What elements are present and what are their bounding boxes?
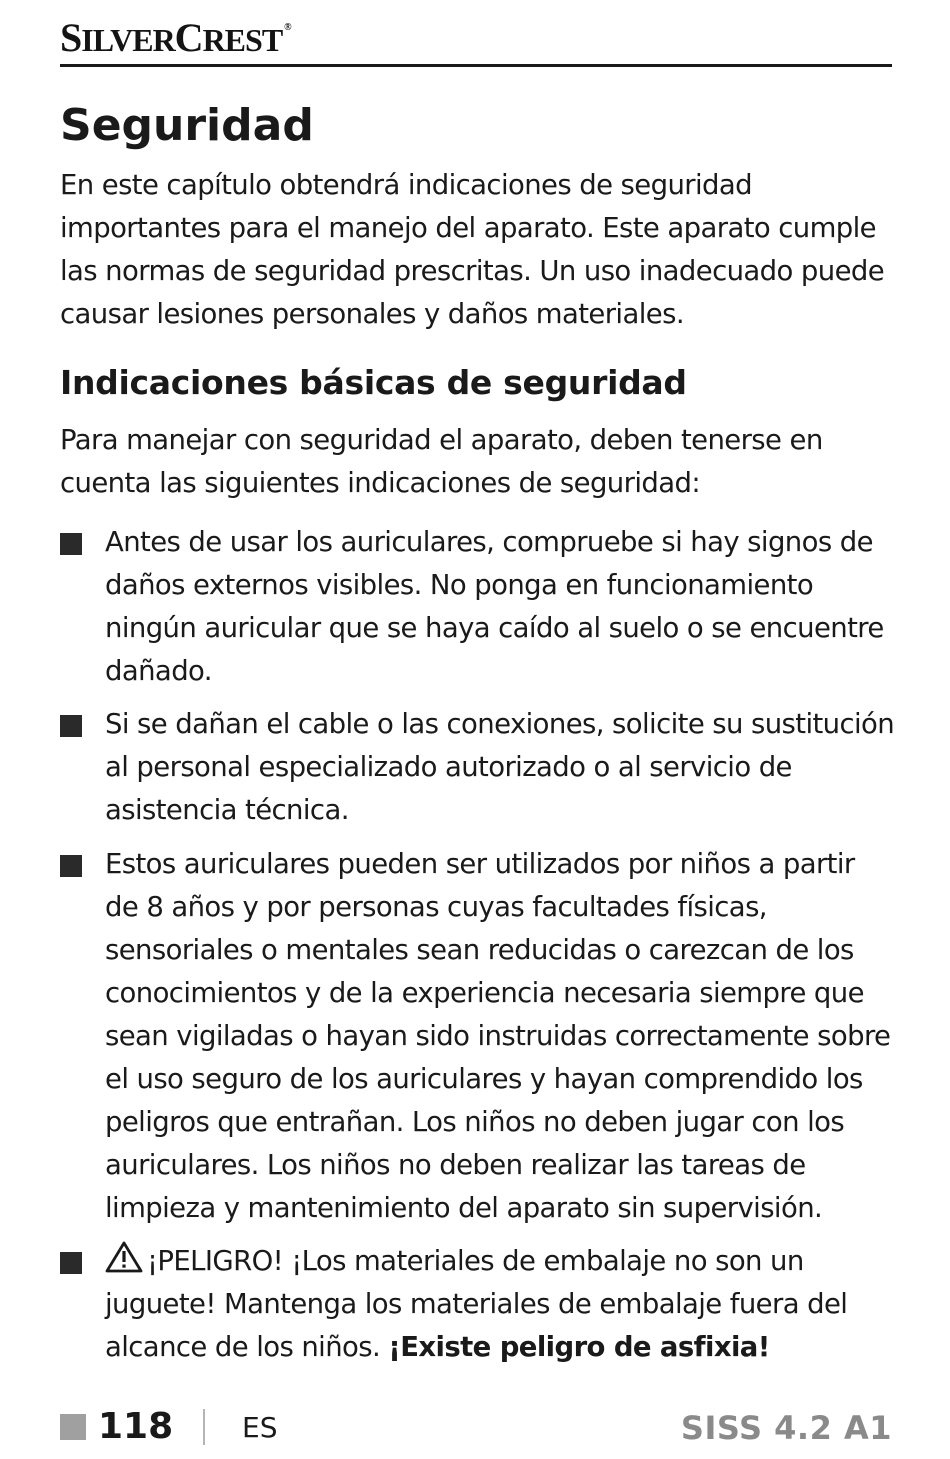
footer-square (60, 1414, 86, 1440)
list-item-text: Si se dañan el cable o las conexiones, solicite su sustitución al personal especializado autorizado o al servicio de asistencia técnica. (105, 708, 895, 826)
page-number: 118 (98, 1406, 174, 1447)
header-rule (60, 64, 892, 67)
subsection-lead: Para manejar con seguridad el aparato, deben tenerse en cuenta las siguientes indicaciones de seguridad: (60, 424, 823, 499)
warning-emphasis: ¡Existe peligro de asfixia! (388, 1331, 770, 1363)
section-intro: En este capítulo obtendrá indicaciones de seguridad importantes para el manejo del aparato. Este aparato cumple las normas de seguridad prescritas. Un uso inadecuado puede causar lesiones personales y daños materiales. (60, 169, 885, 330)
bullet-square (60, 533, 82, 555)
list-item-text: Antes de usar los auriculares, compruebe si hay signos de daños externos visibles. No ponga en funcionamiento ningún auricular que se haya caído al suelo o se encuentre dañado. (105, 526, 884, 687)
manual-page (60, 0, 895, 1459)
warning-triangle-icon (105, 1241, 143, 1273)
section-title: Seguridad (60, 100, 314, 151)
warning-item-text (105, 1240, 895, 1369)
bullet-square (60, 715, 82, 737)
list-item-text: Estos auriculares pueden ser utilizados por niños a partir de 8 años y por personas cuyas facultades físicas, sensoriales o mentales sean reducidas o carezcan de los conocimientos y de la experiencia necesaria siempre que sean vigiladas o hayan sido instruidas correctamente sobre el uso seguro de los auriculares y hayan comprendido los peligros que entrañan. Los niños no deben jugar con los auriculares. Los niños no deben realizar las tareas de limpieza y mantenimiento del aparato sin supervisión. (105, 848, 891, 1224)
bullet-square (60, 855, 82, 877)
page-footer (60, 1405, 892, 1449)
model-number: SISS 4.2 A1 (680, 1409, 892, 1447)
brand-logo: SILVERCREST ® (60, 15, 291, 60)
language-code: ES (242, 1411, 278, 1444)
footer-divider (203, 1409, 205, 1445)
warning-text: ¡PELIGRO! ¡Los materiales de embalaje no son un juguete! Mantenga los materiales de embalaje fuera del alcance de los niños. (105, 1245, 848, 1363)
subsection-title: Indicaciones básicas de seguridad (60, 363, 687, 402)
bullet-square (60, 1252, 82, 1274)
